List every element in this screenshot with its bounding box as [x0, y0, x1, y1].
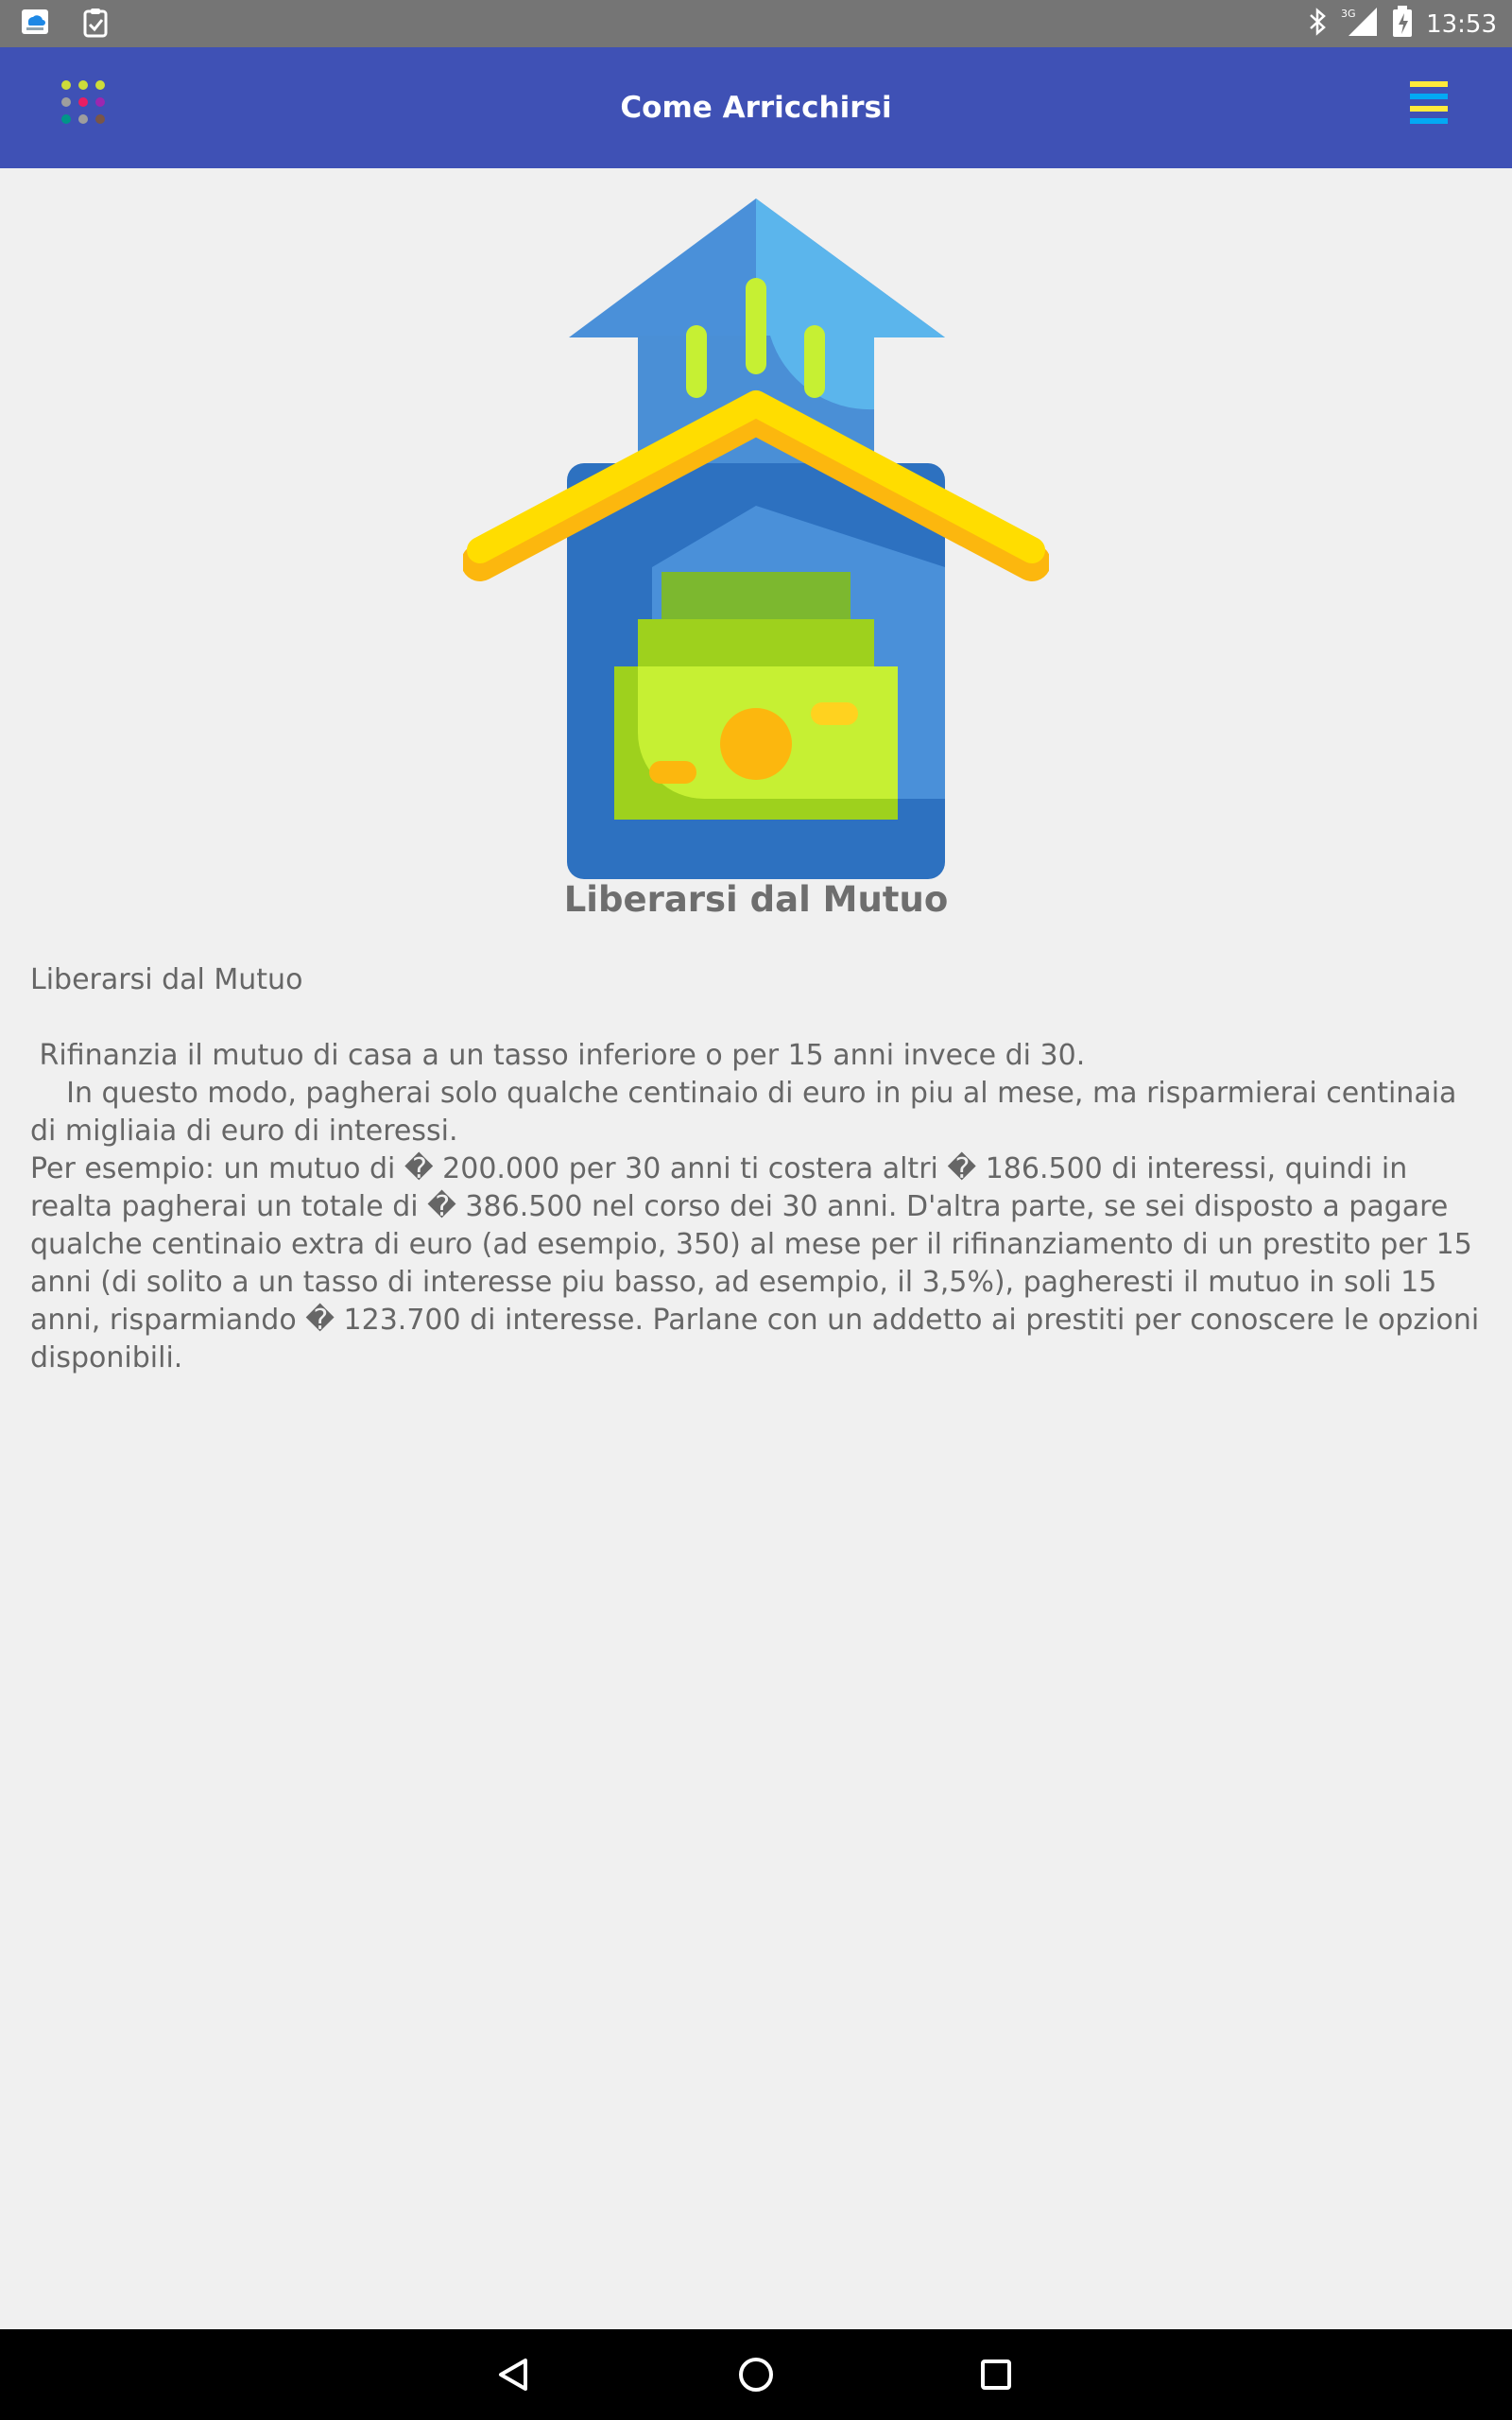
clock: 13:53: [1426, 9, 1497, 39]
house-money-illustration: [463, 194, 1049, 884]
cloud-app-icon: [21, 8, 49, 43]
battery-charging-icon: [1392, 6, 1413, 43]
status-bar: [0, 0, 1512, 47]
article-heading: Liberarsi dal Mutuo: [563, 879, 949, 920]
status-left-icons: [21, 8, 110, 43]
home-icon[interactable]: [733, 2352, 779, 2397]
app-bar: [0, 47, 1512, 168]
recents-icon[interactable]: [973, 2352, 1019, 2397]
status-right-icons: [1307, 6, 1497, 43]
signal-icon: [1341, 6, 1379, 43]
hamburger-menu-icon[interactable]: [1402, 76, 1455, 136]
clipboard-check-icon: [81, 8, 110, 43]
bluetooth-icon: [1307, 7, 1328, 42]
app-title: Come Arricchirsi: [620, 91, 892, 125]
back-icon[interactable]: [491, 2352, 537, 2397]
svg-text:3G: 3G: [1341, 8, 1356, 20]
article-body: Liberarsi dal Mutuo Rifinanzia il mutuo di casa a un tasso inferiore o per 15 anni invece di 30. In questo modo, pagherai solo qualche centinaio di euro in piu al mese, ma risparmierai centinaia di migliaia di euro di interessi. Per esempio: un mutuo di � 200.000 per 30 anni ti costera altri � 186.500 di interessi, quindi in realta pagherai un totale di � 386.500 nel corso dei 30 anni. D'altra parte, se sei disposto a pagare qualche centinaio extra di euro (ad esempio, 350) al mese per il rifinanziamento di un prestito per 15 anni (di solito a un tasso di interesse piu basso, ad esempio, il 3,5%), pagheresti il mutuo in soli 15 anni, risparmiando � 123.700 di interesse. Parlane con un addetto ai prestiti per conoscere le opzioni disponibili.: [30, 963, 1480, 1374]
navigation-bar: [0, 2329, 1512, 2420]
